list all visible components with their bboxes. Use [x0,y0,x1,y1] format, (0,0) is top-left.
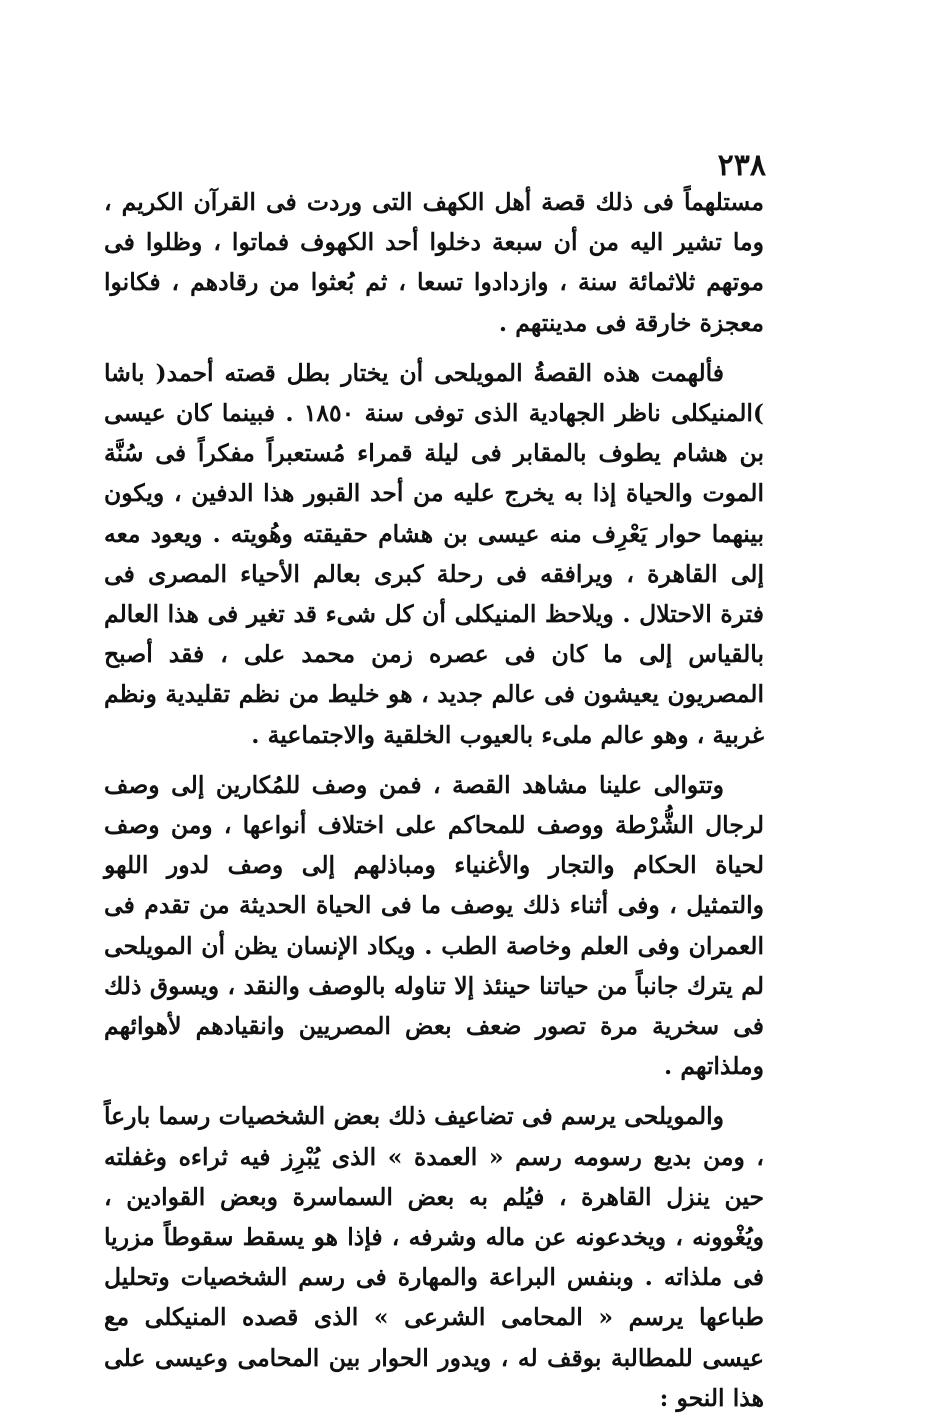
page-body-text [104,182,764,1418]
paragraph-continued: مستلهماً فى ذلك قصة أهل الكهف التى وردت فى القرآن الكريم ، وما تشير اليه من أن سبعة دخلوا أحد الكهوف فماتوا ، وظلوا فى موتهم ثلاثمائة سنة ، وازدادوا تسعا ، ثم بُعثوا من رقادهم ، فكانوا معجزة خارقة فى مدينتهم . [104,188,764,337]
paragraph-story-scenes: وتتوالى علينا مشاهد القصة ، فمن وصف للمُكارين إلى وصف لرجال الشُّرْطة ووصف للمحاكم على اختلاف أنواعها ، ومن وصف لحياة الحكام والتجار والأغنياء ومباذلهم إلى وصف لدور اللهو والتمثيل ، وفى أثناء ذلك يوصف ما فى الحياة الحديثة من تقدم فى العمران وفى العلم وخاصة الطب . ويكاد الإنسان يظن أن المويلحى لم يترك جانباً من حياتنا حينئذ إلا تناوله بالوصف والنقد ، ويسوق ذلك فى سخرية مرة تصور ضعف بعض المصريين وانقيادهم لأهوائهم وملذاتهم . [104,770,764,1081]
paragraph-almonekli-story: فألهمت هذه القصةُ المويلحى أن يختار بطل قصته أحمد( باشا )المنيكلى ناظر الجهادية الذى توفى سنة ١٨٥٠ . فبينما كان عيسى بن هشام يطوف بالمقابر فى ليلة قمراء مُستعبراً مفكراً فى سُنَّة الموت والحياة إذا به يخرج عليه من أحد القبور هذا الدفين ، ويكون بينهما حوار يَعْرِف منه عيسى بن هشام حقيقته وهُويته . ويعود معه إلى القاهرة ، ويرافقه فى رحلة كبرى بعالم الأحياء المصرى فى فترة الاحتلال . ويلاحظ المنيكلى أن كل شىء قد تغير فى هذا العالم بالقياس إلى ما كان فى عصره زمن محمد على ، فقد أصبح المصريون يعيشون فى عالم جديد ، هو خليط من نظم تقليدية ونظم غربية ، وهو عالم ملىء بالعيوب الخلقية والاجتماعية . [104,358,765,749]
page-number: ٢٣٨ [717,148,766,183]
paragraph-characters: والمويلحى يرسم فى تضاعيف ذلك بعض الشخصيات رسما بارعاً ، ومن بديع رسومه رسم « العمدة » الذى يُبْرِز فيه ثراءه وغفلته حين ينزل القاهرة ، فيُلم به بعض السماسرة وبعض القوادين ، ويُغْوونه ، ويخدعونه عن ماله وشرفه ، فإذا هو يسقط سقوطاً مزريا فى ملذاته . وبنفس البراعة والمهارة فى رسم الشخصيات وتحليل طباعها يرسم « المحامى الشرعى » الذى قصده المنيكلى مع عيسى للمطالبة بوقف له ، ويدور الحوار بين المحامى وعيسى على هذا النحو : [104,1102,764,1412]
